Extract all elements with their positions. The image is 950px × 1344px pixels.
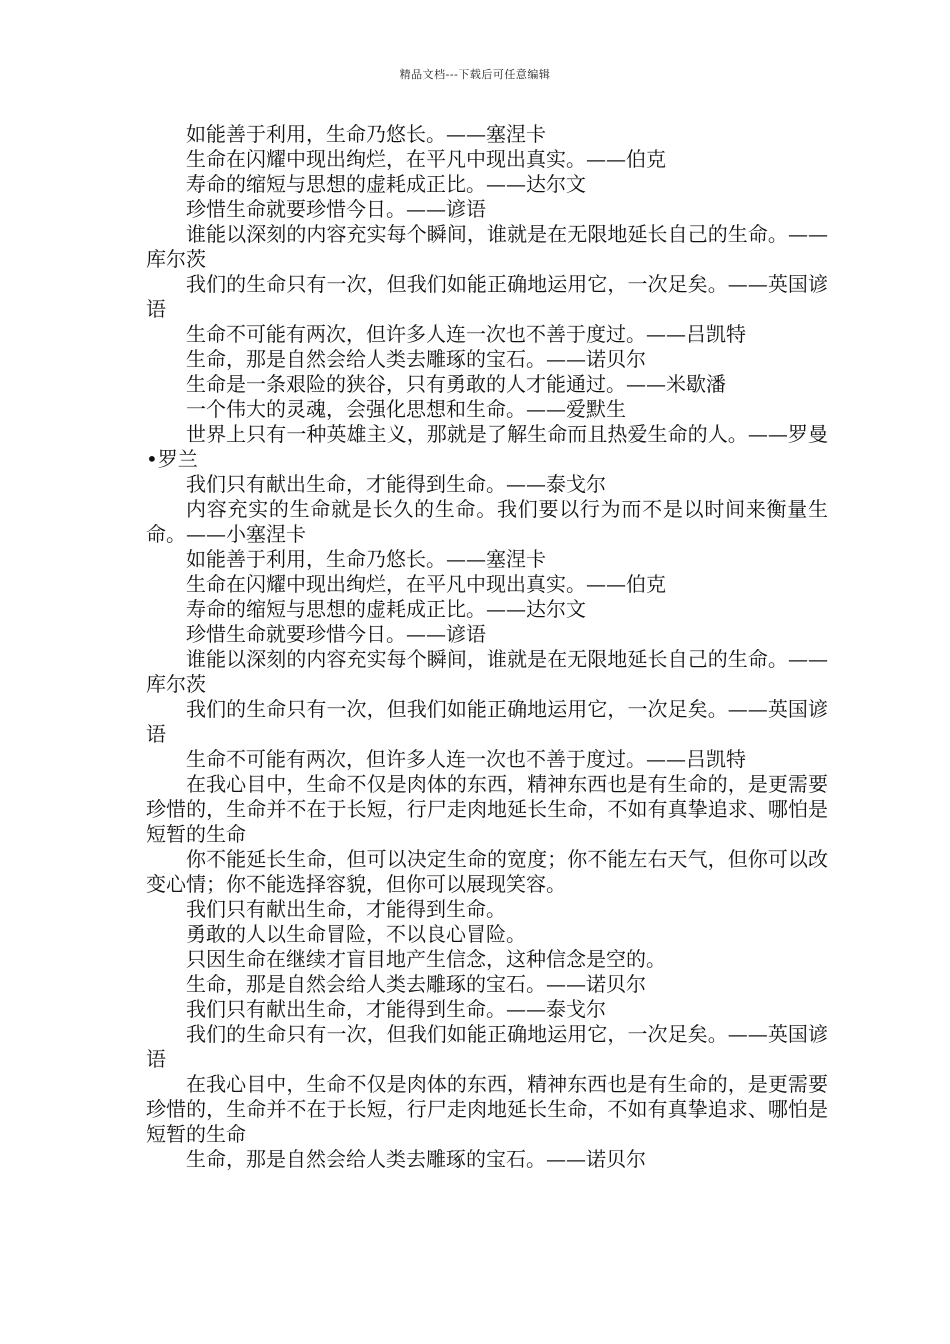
quote-paragraph: 寿命的缩短与思想的虚耗成正比。——达尔文: [186, 597, 586, 621]
quote-paragraph: 生命在闪耀中现出绚烂，在平凡中现出真实。——伯克: [186, 147, 666, 171]
quote-paragraph: 我们只有献出生命，才能得到生命。: [186, 897, 506, 921]
quote-paragraph: 我们只有献出生命，才能得到生命。——泰戈尔: [186, 472, 606, 496]
quote-paragraph: 生命，那是自然会给人类去雕琢的宝石。——诺贝尔: [186, 972, 646, 996]
quote-paragraph: 你不能延长生命，但可以决定生命的宽度；你不能左右天气，但你可以改变心情；你不能选择容貌，但你可以展现笑容。: [146, 847, 828, 896]
quote-paragraph: 寿命的缩短与思想的虚耗成正比。——达尔文: [186, 172, 586, 196]
quote-paragraph: 一个伟大的灵魂，会强化思想和生命。——爱默生: [186, 397, 626, 421]
quote-paragraph: 只因生命在继续才盲目地产生信念，这种信念是空的。: [186, 947, 666, 971]
quote-paragraph: 生命，那是自然会给人类去雕琢的宝石。——诺贝尔: [186, 1147, 646, 1171]
quote-paragraph: 谁能以深刻的内容充实每个瞬间，谁就是在无限地延长自己的生命。——库尔茨: [146, 222, 828, 271]
quote-paragraph: 生命，那是自然会给人类去雕琢的宝石。——诺贝尔: [186, 347, 646, 371]
quote-paragraph: 世界上只有一种英雄主义，那就是了解生命而且热爱生命的人。——罗曼•罗兰: [146, 422, 828, 471]
quote-paragraph: 内容充实的生命就是长久的生命。我们要以行为而不是以时间来衡量生命。——小塞涅卡: [146, 497, 828, 546]
quote-paragraph: 谁能以深刻的内容充实每个瞬间，谁就是在无限地延长自己的生命。——库尔茨: [146, 647, 828, 696]
quote-paragraph: 如能善于利用，生命乃悠长。——塞涅卡: [186, 547, 546, 571]
quote-paragraph: 生命不可能有两次，但许多人连一次也不善于度过。——吕凯特: [186, 322, 746, 346]
quote-paragraph: 我们只有献出生命，才能得到生命。——泰戈尔: [186, 997, 606, 1021]
quote-paragraph: 勇敢的人以生命冒险，不以良心冒险。: [186, 922, 526, 946]
quote-list: [146, 122, 828, 1172]
quote-paragraph: 生命是一条艰险的狭谷，只有勇敢的人才能通过。——米歇潘: [186, 372, 726, 396]
page-header: 精品文档---下载后可任意编辑: [399, 68, 551, 81]
quote-paragraph: 在我心目中，生命不仅是肉体的东西，精神东西也是有生命的，是更需要珍惜的，生命并不在于长短，行尸走肉地延长生命，不如有真挚追求、哪怕是短暂的生命: [146, 772, 828, 846]
quote-paragraph: 我们的生命只有一次，但我们如能正确地运用它，一次足矣。——英国谚语: [146, 272, 828, 321]
quote-paragraph: 珍惜生命就要珍惜今日。——谚语: [186, 622, 486, 646]
quote-paragraph: 在我心目中，生命不仅是肉体的东西，精神东西也是有生命的，是更需要珍惜的，生命并不在于长短，行尸走肉地延长生命，不如有真挚追求、哪怕是短暂的生命: [146, 1072, 828, 1146]
quote-paragraph: 珍惜生命就要珍惜今日。——谚语: [186, 197, 486, 221]
quote-paragraph: 如能善于利用，生命乃悠长。——塞涅卡: [186, 122, 546, 146]
quote-paragraph: 我们的生命只有一次，但我们如能正确地运用它，一次足矣。——英国谚语: [146, 697, 828, 746]
quote-paragraph: 我们的生命只有一次，但我们如能正确地运用它，一次足矣。——英国谚语: [146, 1022, 828, 1071]
quote-paragraph: 生命不可能有两次，但许多人连一次也不善于度过。——吕凯特: [186, 747, 746, 771]
quote-paragraph: 生命在闪耀中现出绚烂，在平凡中现出真实。——伯克: [186, 572, 666, 596]
